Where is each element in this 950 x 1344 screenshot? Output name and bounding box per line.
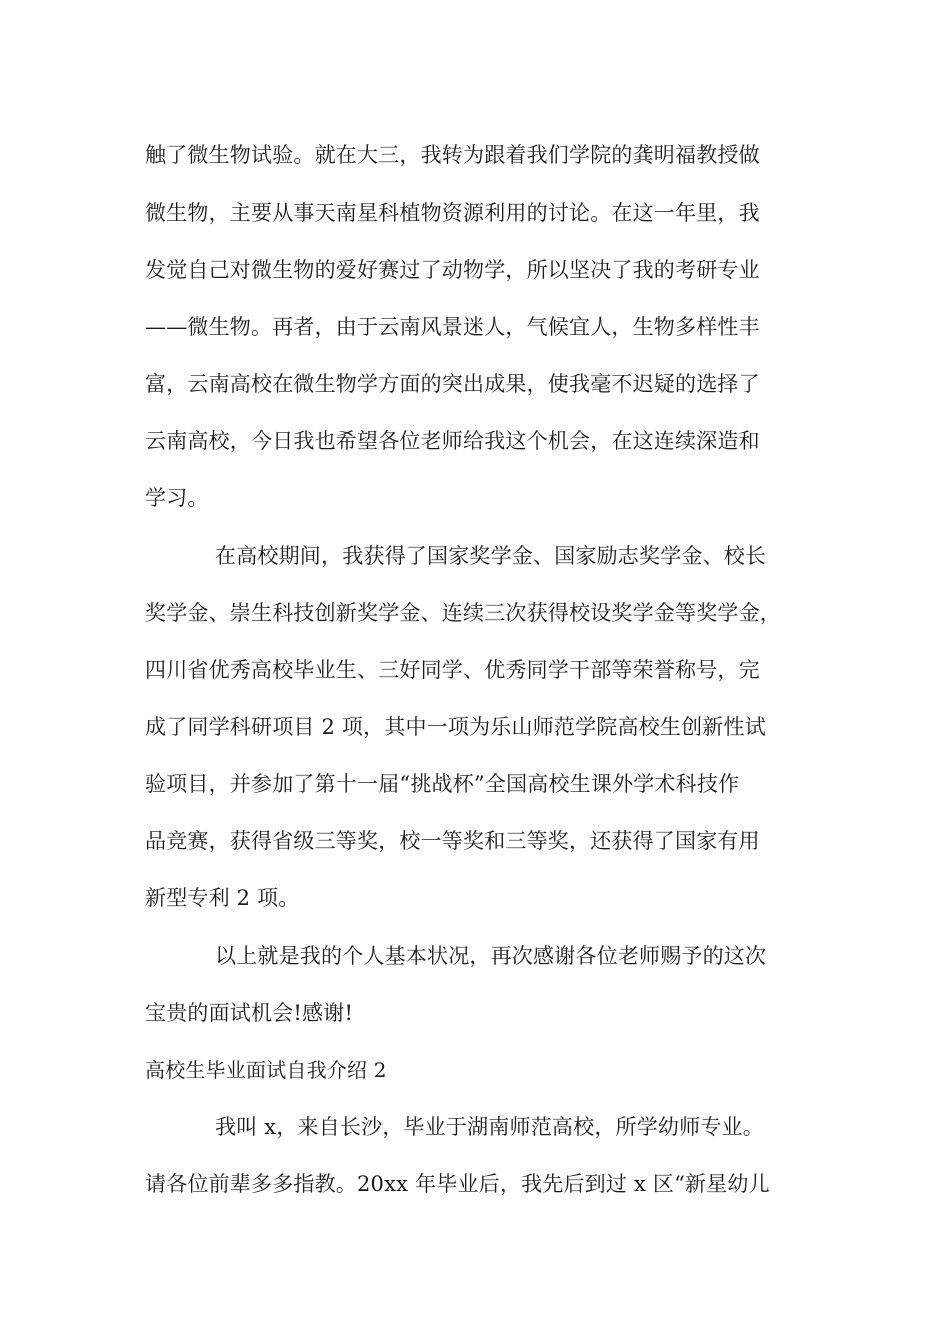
- text-line: 奖学金、崇生科技创新奖学金、连续三次获得校设奖学金等奖学金，: [145, 601, 781, 625]
- text-line: 成了同学科研项目 2 项，其中一项为乐山师范学院高校生创新性试: [145, 715, 766, 739]
- text-line: 品竞赛，获得省级三等奖，校一等奖和三等奖，还获得了国家有用: [145, 829, 760, 853]
- text-line: 宝贵的面试机会!感谢!: [145, 1001, 354, 1025]
- text-line: 在高校期间，我获得了国家奖学金、国家励志奖学金、校长: [215, 544, 767, 568]
- text-line: 四川省优秀高校毕业生、三好同学、优秀同学干部等荣誉称号，完: [145, 658, 760, 682]
- text-line: 触了微生物试验。就在大三，我转为跟着我们学院的龚明福教授做: [145, 143, 760, 167]
- text-line: ——微生物。再者，由于云南风景迷人，气候宜人，生物多样性丰: [145, 315, 760, 339]
- section-heading: 高校生毕业面试自我介绍 2: [145, 1058, 387, 1082]
- text-line: 新型专利 2 项。: [145, 886, 300, 910]
- text-line: 验项目，并参加了第十一届“挑战杯”全国高校生课外学术科技作: [145, 772, 740, 796]
- text-line: 发觉自己对微生物的爱好赛过了动物学，所以坚决了我的考研专业: [145, 258, 760, 282]
- text-line: 学习。: [145, 486, 209, 510]
- text-line: 云南高校，今日我也希望各位老师给我这个机会，在这连续深造和: [145, 429, 760, 453]
- text-line: 以上就是我的个人基本状况，再次感谢各位老师赐予的这次: [215, 944, 767, 968]
- text-line: 请各位前辈多多指教。20xx 年毕业后，我先后到过 x 区“新星幼儿: [145, 1172, 770, 1196]
- text-line: 我叫 x，来自长沙，毕业于湖南师范高校，所学幼师专业。: [215, 1115, 764, 1139]
- text-line: 富，云南高校在微生物学方面的突出成果，使我毫不迟疑的选择了: [145, 372, 760, 396]
- text-line: 微生物，主要从事天南星科植物资源利用的讨论。在这一年里，我: [145, 201, 760, 225]
